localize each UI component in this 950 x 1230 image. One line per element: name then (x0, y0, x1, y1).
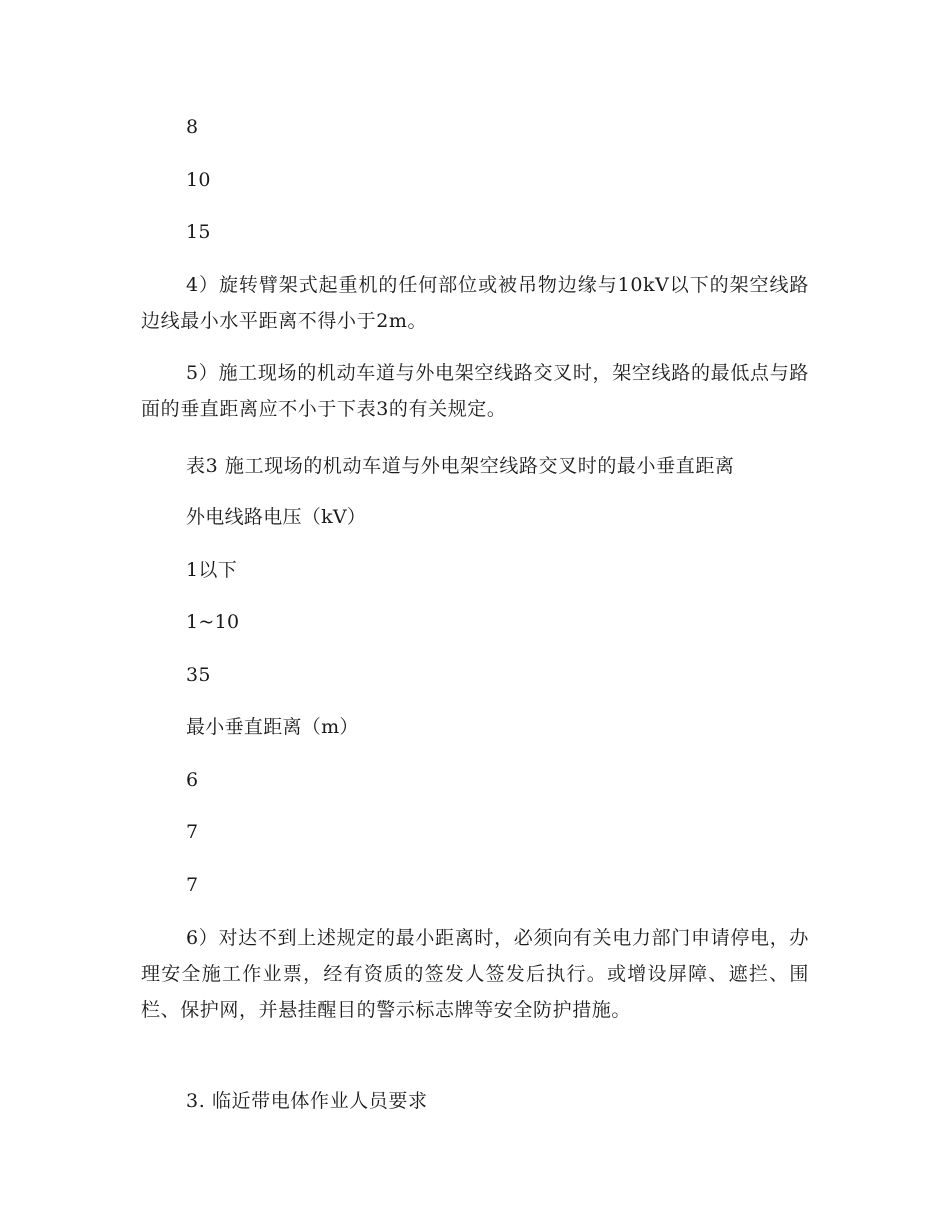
table-3-voltage-header: 外电线路电压（kV） (186, 506, 367, 528)
table-3-caption: 表3 施工现场的机动车道与外电架空线路交叉时的最小垂直距离 (186, 455, 735, 477)
table-3-voltage-3: 35 (186, 664, 211, 686)
table-3-distance-3: 7 (186, 874, 199, 896)
table-value-15: 15 (186, 221, 211, 243)
paragraph-5: 5）施工现场的机动车道与外电架空线路交叉时，架空线路的最低点与路面的垂直距离应不小于下表3的有关规定。 (141, 362, 809, 420)
table-3-distance-2: 7 (186, 821, 199, 843)
paragraph-4: 4）旋转臂架式起重机的任何部位或被吊物边缘与10kV以下的架空线路边线最小水平距离不得小于2m。 (141, 274, 809, 332)
table-3-distance-1: 6 (186, 769, 199, 791)
table-3-voltage-2: 1~10 (186, 611, 240, 633)
table-3-distance-header: 最小垂直距离（m） (186, 716, 359, 738)
table-value-10: 10 (186, 169, 211, 191)
paragraph-6: 6）对达不到上述规定的最小距离时，必须向有关电力部门申请停电，办理安全施工作业票，经有资质的签发人签发后执行。或增设屏障、遮拦、围栏、保护网，并悬挂醒目的警示标志牌等安全防护措施。 (141, 927, 809, 1021)
table-value-8: 8 (186, 116, 199, 138)
table-3-voltage-1: 1以下 (186, 559, 237, 581)
section-heading: 3. 临近带电体作业人员要求 (186, 1090, 428, 1112)
